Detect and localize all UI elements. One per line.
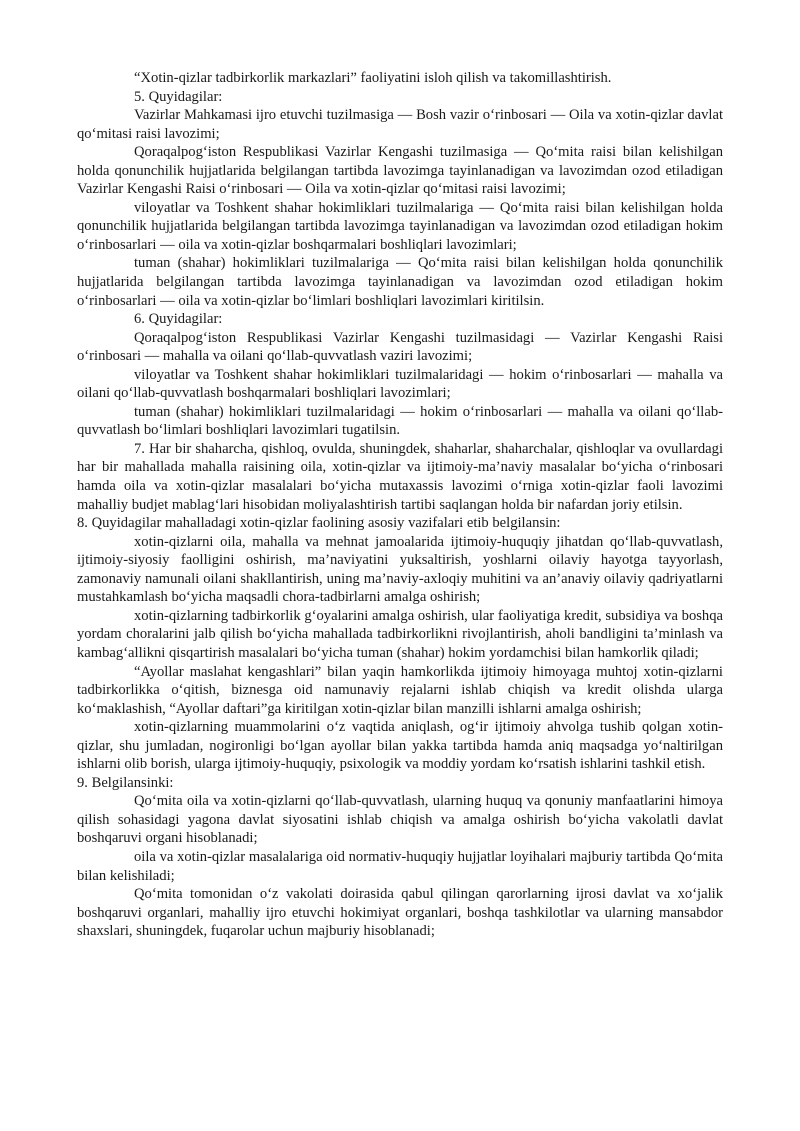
paragraph-8: Qoraqalpog‘iston Respublikasi Vazirlar Kengashi tuzilmasidagi — Vazirlar Kengashi Raisi o‘rinbosari — mahalla va oilani qo‘llab-quvvatlash vaziri lavozimi; xyxy=(77,329,723,365)
paragraph-1: “Xotin-qizlar tadbirkorlik markazlari” faoliyatini isloh qilish va takomillashtirish. xyxy=(134,70,612,86)
paragraph-18: Qo‘mita oila va xotin-qizlarni qo‘llab-quvvatlash, ularning huquq va qonuniy manfaatlarini himoya qilish sohasidagi yagona davlat siyosatini ishlab chiqish va amalga oshirish bo‘yicha vakolatli davlat boshqaruvi organi hisoblanadi; xyxy=(77,793,723,847)
paragraph-20: Qo‘mita tomonidan o‘z vakolati doirasida qabul qilingan qarorlarning ijrosi davlat va xo‘jalik boshqaruvi organlari, mahalliy ijro etuvchi hokimiyat organlari, boshqa tashkilotlar va ularning mansabdor shaxslari, shuningdek, fuqarolar uchun majburiy hisoblanadi; xyxy=(77,886,723,940)
paragraph-4: Qoraqalpog‘iston Respublikasi Vazirlar Kengashi tuzilmasiga — Qo‘mita raisi bilan kelishilgan holda qonunchilik hujjatlarida belgilangan tartibda lavozimga tayinlanadigan va lavozimdan ozod etiladigan Vazirlar Kengashi Raisi o‘rinbosari — Oila va xotin-qizlar qo‘mitasi raisi lavozimi; xyxy=(77,144,723,198)
paragraph-16: xotin-qizlarning muammolarini o‘z vaqtida aniqlash, og‘ir ijtimoiy ahvolga tushib qolgan xotin-qizlar, shu jumladan, nogironligi bo‘lgan ayollar bilan yakka tartibda hamda aniq maqsadga yo‘naltirilgan ishlarni olib borish, ularga ijtimoiy-huquqiy, psixologik va moddiy yordam ko‘rsatish ishlarini tashkil etish. xyxy=(77,719,723,773)
paragraph-6: tuman (shahar) hokimliklari tuzilmalariga — Qo‘mita raisi bilan kelishilgan holda qonunchilik hujjatlarida belgilangan tartibda lavozimga tayinlanadigan va lavozimdan ozod etiladigan hokim o‘rinbosarlari — oila va xotin-qizlar bo‘limlari boshliqlari lavozimlari kiritilsin. xyxy=(77,255,723,309)
paragraph-9: viloyatlar va Toshkent shahar hokimliklari tuzilmalaridagi — hokim o‘rinbosarlari — mahalla va oilani qo‘llab-quvvatlash boshqarmalari boshliqlari lavozimlari; xyxy=(77,366,723,402)
paragraph-5: viloyatlar va Toshkent shahar hokimliklari tuzilmalariga — Qo‘mita raisi bilan kelishilgan holda qonunchilik hujjatlarida belgilangan tartibda lavozimga tayinlanadigan va lavozimdan ozod etiladigan hokim o‘rinbosarlari — oila va xotin-qizlar boshqarmalari boshliqlari lavozimlari; xyxy=(77,199,723,253)
paragraph-14: xotin-qizlarning tadbirkorlik g‘oyalarini amalga oshirish, ular faoliyatiga kredit, subsidiya va boshqa yordam choralarini jalb qilish bo‘yicha mahallada tadbirkorlikni rivojlantirish, aholi bandligini ta’minlash va kambag‘allikni qisqartirish masalalari bo‘yicha tuman (shahar) hokim yordamchisi bilan hamkorlik qiladi; xyxy=(77,607,723,661)
paragraph-12: 8. Quyidagilar mahalladagi xotin-qizlar faolining asosiy vazifalari etib belgilansin: xyxy=(77,515,561,532)
paragraph-19: oila va xotin-qizlar masalalariga oid normativ-huquqiy hujjatlar loyihalari majburiy tartibda Qo‘mita bilan kelishiladi; xyxy=(77,848,723,884)
paragraph-13: xotin-qizlarni oila, mahalla va mehnat jamoalarida ijtimoiy-huquqiy jihatdan qo‘llab-quvvatlash, ijtimoiy-siyosiy faolligini oshirish, ma’naviyatini yuksaltirish, yoshlarni oilaviy hayotga tayyorlash, zamonaviy namunali oilani shakllantirish, uning ma’naviy-axloqiy muhitini va an’anaviy oilaviy qadriyatlarni mustahkamlash bo‘yicha maqsadli chora-tadbirlarni amalga oshirish; xyxy=(77,533,723,606)
paragraph-7: 6. Quyidagilar: xyxy=(134,311,223,328)
paragraph-15: “Ayollar maslahat kengashlari” bilan yaqin hamkorlikda ijtimoiy himoyaga muhtoj xotin-qizlarni tadbirkorlikka o‘qitish, biznesga oid namunaviy rejalarni ishlab chiqish va kredit olishda ularga ko‘maklashish, “Ayollar daftari”ga kiritilgan xotin-qizlar bilan manzilli ishlarni amalga oshirish; xyxy=(77,663,723,717)
paragraph-17: 9. Belgilansinki: xyxy=(77,774,174,791)
document-body xyxy=(77,69,723,941)
paragraph-3: Vazirlar Mahkamasi ijro etuvchi tuzilmasiga — Bosh vazir o‘rinbosari — Oila va xotin-qizlar davlat qo‘mitasi raisi lavozimi; xyxy=(77,107,723,142)
paragraph-2: 5. Quyidagilar: xyxy=(134,88,223,105)
paragraph-10: tuman (shahar) hokimliklari tuzilmalaridagi — hokim o‘rinbosarlari — mahalla va oilani qo‘llab-quvvatlash bo‘limlari boshliqlari lavozimlari tugatilsin. xyxy=(77,403,723,439)
paragraph-11: 7. Har bir shaharcha, qishloq, ovulda, shuningdek, shaharlar, shaharchalar, qishloqlar va ovullardagi har bir mahallada mahalla raisining oila, xotin-qizlar va ijtimoiy-ma’naviy masalalar bo‘yicha o‘rinbosari hamda oila va xotin-qizlar masalalari bo‘yicha mutaxassis lavozimi o‘rniga xotin-qizlar faoli lavozimi mahalliy budjet mablag‘lari hisobidan moliyalashtirish tartibi saqlangan holda bir nafardan joriy etilsin. xyxy=(77,440,723,513)
